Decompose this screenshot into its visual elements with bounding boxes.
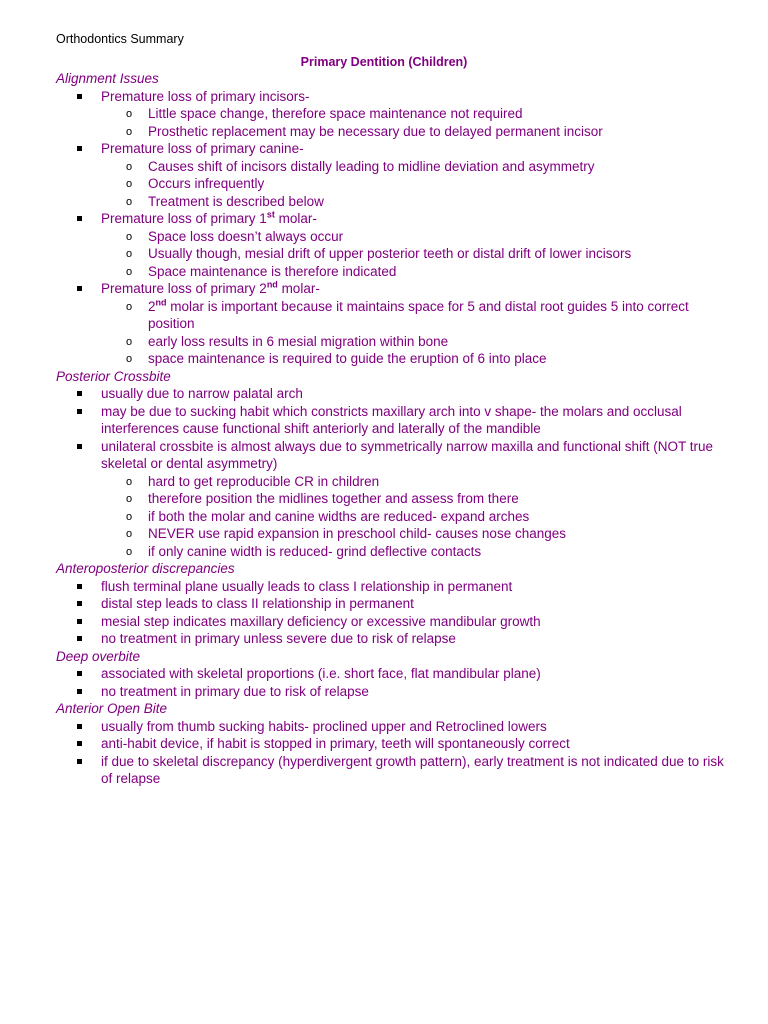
- sub-item-text: Little space change, therefore space maintenance not required: [148, 106, 523, 121]
- square-bullet-icon: [77, 759, 82, 764]
- square-bullet-icon: [77, 619, 82, 624]
- square-bullet-icon: [77, 444, 82, 449]
- item-text: Premature loss of primary canine-: [101, 141, 304, 156]
- circle-bullet-icon: o: [126, 510, 133, 523]
- item-text: no treatment in primary unless severe due to risk of relapse: [101, 631, 456, 646]
- square-bullet-icon: [77, 741, 82, 746]
- list-item: [56, 438, 736, 561]
- item-text-pre: Premature loss of primary 2: [101, 281, 267, 296]
- sub-item-text: if only canine width is reduced- grind deflective contacts: [148, 543, 482, 559]
- item-text: no treatment in primary due to risk of relapse: [101, 683, 369, 699]
- section-heading-anterior-open-bite: Anterior Open Bite: [56, 701, 168, 716]
- item-text: may be due to sucking habit which constricts maxillary arch into v shape- the molars and occlusal interferences cause functional shift anteriorly and laterally of the mandible: [101, 403, 682, 436]
- circle-bullet-icon: o: [126, 265, 133, 278]
- sub-list-item: [101, 158, 736, 176]
- section-heading-alignment: Alignment Issues: [56, 71, 159, 86]
- sub-list-item: [101, 263, 736, 281]
- list-item: [56, 578, 736, 596]
- sub-list: [101, 228, 736, 281]
- sub-item-text-pre: 2: [148, 298, 156, 314]
- list-item: [56, 630, 736, 648]
- square-bullet-icon: [77, 601, 82, 606]
- circle-bullet-icon: o: [126, 528, 133, 540]
- sub-item-text: Space loss doesn’t always occur: [148, 228, 344, 244]
- ordinal-suffix: st: [266, 209, 275, 220]
- circle-bullet-icon: o: [126, 178, 133, 190]
- square-bullet-icon: [77, 391, 82, 396]
- item-text: Premature loss of primary incisors-: [101, 88, 310, 104]
- sub-list-item: [101, 245, 736, 263]
- sub-list: [101, 105, 736, 140]
- list-item: [56, 613, 736, 631]
- square-bullet-icon: [77, 636, 82, 641]
- sub-item-text: [148, 299, 689, 332]
- page-header: Orthodontics Summary: [56, 32, 184, 46]
- alignment-list: [56, 88, 736, 368]
- sub-item-text: Occurs infrequently: [148, 176, 265, 191]
- sub-list-item: [101, 175, 736, 193]
- sub-item-text: if both the molar and canine widths are reduced- expand arches: [148, 508, 530, 524]
- item-text: usually from thumb sucking habits- proclined upper and Retroclined lowers: [101, 718, 547, 734]
- list-item: [56, 595, 736, 613]
- sub-item-text: Prosthetic replacement may be necessary due to delayed permanent incisor: [148, 123, 603, 139]
- item-text: if due to skeletal discrepancy (hyperdivergent growth pattern), early treatment is not indicated due to risk of relapse: [101, 753, 724, 786]
- circle-bullet-icon: o: [126, 475, 133, 488]
- circle-bullet-icon: o: [126, 195, 133, 208]
- sub-item-text: early loss results in 6 mesial migration within bone: [148, 333, 449, 349]
- list-item: [56, 88, 736, 141]
- circle-bullet-icon: o: [126, 108, 133, 120]
- item-text: distal step leads to class II relationship in permanent: [101, 596, 414, 611]
- sub-list-item: [101, 508, 736, 526]
- square-bullet-icon: [77, 146, 82, 151]
- sub-list-item: [101, 543, 736, 561]
- ordinal-suffix: nd: [266, 279, 278, 290]
- sub-list-item: [101, 228, 736, 246]
- sub-list-item: [101, 525, 736, 543]
- anterior-open-bite-list: [56, 718, 736, 788]
- item-text: flush terminal plane usually leads to class I relationship in permanent: [101, 578, 513, 594]
- section-heading-anteroposterior: Anteroposterior discrepancies: [56, 561, 235, 576]
- page-title: Primary Dentition (Children): [300, 55, 468, 69]
- sub-item-text: NEVER use rapid expansion in preschool child- causes nose changes: [148, 526, 566, 541]
- list-item: [56, 718, 736, 736]
- item-text: [101, 281, 320, 296]
- sub-item-text: hard to get reproducible CR in children: [148, 473, 380, 489]
- item-text: mesial step indicates maxillary deficiency or excessive mandibular growth: [101, 613, 541, 629]
- sub-item-text: Treatment is described below: [148, 193, 324, 209]
- section-heading-posterior-crossbite: Posterior Crossbite: [56, 368, 171, 384]
- item-text-pre: Premature loss of primary 1: [101, 211, 267, 226]
- square-bullet-icon: [77, 409, 82, 414]
- sub-list-item: [101, 350, 736, 368]
- posterior-crossbite-list: [56, 385, 736, 560]
- circle-bullet-icon: o: [126, 335, 133, 348]
- sub-item-text: therefore position the midlines together and assess from there: [148, 491, 519, 506]
- circle-bullet-icon: o: [126, 160, 133, 173]
- square-bullet-icon: [77, 584, 82, 589]
- square-bullet-icon: [77, 724, 82, 729]
- list-item: [56, 385, 736, 403]
- square-bullet-icon: [77, 286, 82, 291]
- section-heading-deep-overbite: Deep overbite: [56, 648, 141, 664]
- circle-bullet-icon: o: [126, 545, 133, 558]
- sub-list-item: [101, 333, 736, 351]
- item-text: unilateral crossbite is almost always due to symmetrically narrow maxilla and functional shift (NOT true skeletal or dental asymmetry): [101, 438, 713, 471]
- list-item: [56, 665, 736, 683]
- sub-item-text-post: molar is important because it maintains space for 5 and distal root guides 5 into correct position: [148, 298, 689, 331]
- sub-list-item: [101, 123, 736, 141]
- square-bullet-icon: [77, 216, 82, 221]
- circle-bullet-icon: o: [126, 353, 133, 365]
- list-item: [56, 403, 736, 438]
- list-item: [56, 683, 736, 701]
- sub-item-text: Usually though, mesial drift of upper posterior teeth or distal drift of lower incisors: [148, 246, 632, 261]
- circle-bullet-icon: o: [126, 493, 133, 505]
- sub-list-item: [101, 193, 736, 211]
- anteroposterior-list: [56, 578, 736, 648]
- item-text-post: molar-: [274, 211, 317, 226]
- list-item: [56, 753, 736, 788]
- sub-item-text: Causes shift of incisors distally leading to midline deviation and asymmetry: [148, 158, 595, 174]
- ordinal-suffix: nd: [155, 297, 167, 307]
- sub-list-item: [101, 490, 736, 508]
- deep-overbite-list: [56, 665, 736, 700]
- document-body: [56, 70, 736, 788]
- list-item: [56, 735, 736, 753]
- circle-bullet-icon: o: [126, 125, 133, 138]
- sub-list: [101, 158, 736, 211]
- circle-bullet-icon: o: [126, 300, 133, 313]
- sub-list-item: [101, 473, 736, 491]
- item-text: anti-habit device, if habit is stopped in primary, teeth will spontaneously correct: [101, 736, 570, 751]
- list-item: [56, 280, 736, 368]
- sub-item-text: Space maintenance is therefore indicated: [148, 263, 397, 279]
- item-text-post: molar-: [277, 281, 320, 296]
- square-bullet-icon: [77, 671, 82, 676]
- sub-list: [101, 298, 736, 368]
- square-bullet-icon: [77, 94, 82, 99]
- list-item: [56, 140, 736, 210]
- sub-list: [101, 473, 736, 561]
- item-text: associated with skeletal proportions (i.e. short face, flat mandibular plane): [101, 666, 541, 681]
- list-item: [56, 210, 736, 280]
- sub-item-text: space maintenance is required to guide the eruption of 6 into place: [148, 351, 547, 366]
- circle-bullet-icon: o: [126, 230, 133, 243]
- item-text: usually due to narrow palatal arch: [101, 386, 303, 401]
- square-bullet-icon: [77, 689, 82, 694]
- circle-bullet-icon: o: [126, 248, 133, 260]
- item-text: [101, 211, 317, 226]
- sub-list-item: [101, 298, 736, 333]
- sub-list-item: [101, 105, 736, 123]
